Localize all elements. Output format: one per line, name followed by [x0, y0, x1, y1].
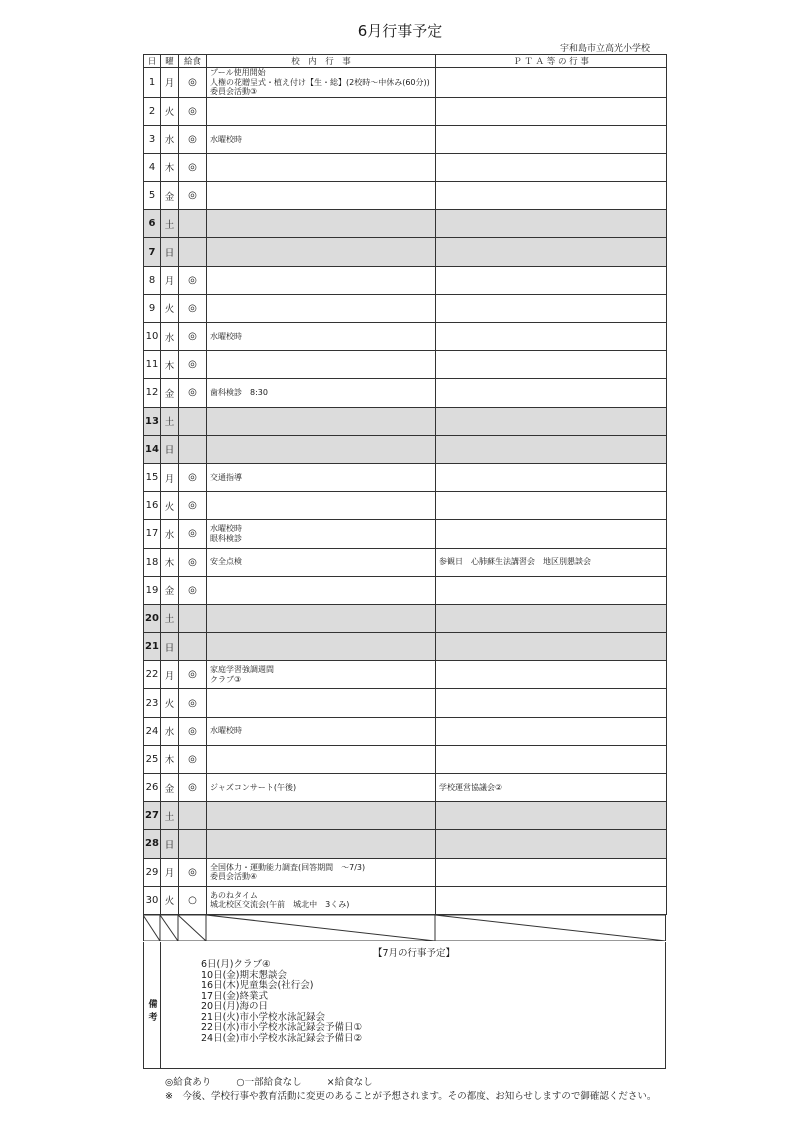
- header-pta-events: Ｐ Ｔ Ａ 等 の 行 事: [436, 55, 667, 68]
- table-row: [144, 717, 667, 745]
- lunch-legend: [165, 1074, 395, 1088]
- school-events-cell: [207, 266, 436, 294]
- school-event-line: 人権の花贈呈式・植え付け【生・総】(2校時～中休み(60分)): [210, 77, 430, 87]
- school-event-line: 眼科検診: [210, 533, 242, 543]
- school-events-cell: [207, 323, 436, 351]
- table-row: [144, 633, 667, 661]
- weekday-cell: 水: [161, 125, 179, 153]
- school-events-cell: [207, 379, 436, 407]
- school-events-cell: [207, 238, 436, 266]
- pta-events-cell: [436, 266, 667, 294]
- page-title: 6月行事予定: [357, 22, 443, 40]
- day-cell: 12: [144, 379, 161, 407]
- lunch-cell: ◎: [179, 266, 207, 294]
- school-events-cell: [207, 97, 436, 125]
- day-cell: 7: [144, 238, 161, 266]
- weekday-cell: 土: [161, 407, 179, 435]
- pta-events-cell: [436, 294, 667, 322]
- school-events-cell: [207, 604, 436, 632]
- table-row: [144, 463, 667, 491]
- day-cell: 29: [144, 858, 161, 886]
- lunch-cell: [179, 238, 207, 266]
- table-row: [144, 858, 667, 886]
- weekday-cell: 金: [161, 576, 179, 604]
- pta-events-cell: [436, 661, 667, 689]
- day-cell: 17: [144, 520, 161, 548]
- school-events-cell: [207, 210, 436, 238]
- school-events-cell: [207, 576, 436, 604]
- school-event-line: 城北校区交流会(午前 城北中 3くみ): [210, 900, 350, 910]
- table-row: [144, 266, 667, 294]
- school-events-cell: [207, 153, 436, 181]
- table-row: [144, 125, 667, 153]
- school-event-line: ジャズコンサート(午後): [210, 782, 297, 792]
- lunch-cell: ◎: [179, 463, 207, 491]
- table-row: [144, 576, 667, 604]
- lunch-cell: ◎: [179, 125, 207, 153]
- pta-events-cell: [436, 830, 667, 858]
- school-events-cell: [207, 435, 436, 463]
- day-cell: 5: [144, 182, 161, 210]
- lunch-cell: ○: [179, 886, 207, 914]
- table-row: [144, 774, 667, 802]
- table-row: [144, 830, 667, 858]
- day-cell: 14: [144, 435, 161, 463]
- weekday-cell: 火: [161, 492, 179, 520]
- lunch-cell: ◎: [179, 492, 207, 520]
- table-row: [144, 153, 667, 181]
- pta-events-cell: [436, 802, 667, 830]
- table-row: [144, 435, 667, 463]
- july-schedule-item: 21日(火)市小学校水泳記録会: [201, 1011, 326, 1023]
- day-cell: 10: [144, 323, 161, 351]
- weekday-cell: 火: [161, 689, 179, 717]
- header-dow: 曜: [161, 55, 179, 68]
- july-schedule-item: 17日(金)終業式: [201, 990, 269, 1002]
- pta-events-cell: [436, 717, 667, 745]
- school-event-line: 家庭学習強調週間: [210, 665, 274, 675]
- school-events-cell: [207, 886, 436, 914]
- weekday-cell: 水: [161, 717, 179, 745]
- day-cell: 6: [144, 210, 161, 238]
- weekday-cell: 月: [161, 266, 179, 294]
- table-row: [144, 182, 667, 210]
- school-event-line: 水曜校時: [210, 726, 242, 736]
- pta-events-cell: [436, 886, 667, 914]
- day-cell: 20: [144, 604, 161, 632]
- july-schedule-list: [201, 960, 362, 1044]
- table-row: [144, 802, 667, 830]
- school-events-cell: [207, 68, 436, 98]
- school-event-line: プール使用開始: [210, 68, 266, 77]
- school-event-line: 水曜校時: [210, 134, 242, 144]
- table-row: [144, 351, 667, 379]
- weekday-cell: 木: [161, 548, 179, 576]
- school-events-cell: [207, 520, 436, 548]
- table-row: [144, 210, 667, 238]
- weekday-cell: 火: [161, 886, 179, 914]
- table-row: [144, 323, 667, 351]
- school-events-cell: [207, 689, 436, 717]
- table-row: [144, 492, 667, 520]
- lunch-cell: ◎: [179, 717, 207, 745]
- day-cell: 26: [144, 774, 161, 802]
- july-schedule-item: 24日(金)市小学校水泳記録会予備日②: [201, 1032, 363, 1044]
- pta-events-cell: [436, 153, 667, 181]
- weekday-cell: 火: [161, 97, 179, 125]
- day-cell: 16: [144, 492, 161, 520]
- pta-events-cell: [436, 97, 667, 125]
- pta-events-cell: [436, 68, 667, 98]
- schedule-body: [144, 68, 667, 915]
- remarks-section: [143, 942, 666, 1069]
- lunch-cell: ◎: [179, 689, 207, 717]
- school-events-cell: [207, 125, 436, 153]
- school-events-cell: [207, 407, 436, 435]
- table-row: [144, 407, 667, 435]
- weekday-cell: 水: [161, 520, 179, 548]
- pta-events-cell: [436, 492, 667, 520]
- school-name: 宇和島市立高光小学校: [560, 44, 651, 54]
- school-events-cell: [207, 717, 436, 745]
- weekday-cell: 火: [161, 294, 179, 322]
- change-notice: ※ 今後、学校行事や教育活動に変更のあることが予想されます。その都度、お知らせしますので御確認ください。: [165, 1091, 657, 1102]
- day-cell: 18: [144, 548, 161, 576]
- table-row: [144, 97, 667, 125]
- pta-events-cell: [436, 858, 667, 886]
- pta-events-cell: [436, 351, 667, 379]
- empty-row-diagonals: [143, 915, 666, 941]
- day-cell: 22: [144, 661, 161, 689]
- school-event-line: 安全点検: [210, 557, 242, 567]
- pta-events-cell: [436, 125, 667, 153]
- school-event-line: 水曜校時: [210, 331, 242, 341]
- pta-events-cell: [436, 210, 667, 238]
- school-event-line: あのねタイム: [210, 890, 258, 900]
- school-event-line: 歯科検診 8:30: [210, 388, 268, 398]
- pta-events-cell: [436, 604, 667, 632]
- school-events-cell: [207, 182, 436, 210]
- lunch-cell: ◎: [179, 97, 207, 125]
- school-event-line: 委員会活動④: [210, 872, 258, 882]
- july-schedule-title: 【7月の行事予定】: [372, 948, 456, 959]
- school-events-cell: [207, 661, 436, 689]
- day-cell: 13: [144, 407, 161, 435]
- table-row: [144, 689, 667, 717]
- pta-events-cell: [436, 379, 667, 407]
- weekday-cell: 月: [161, 68, 179, 98]
- school-event-line: クラブ③: [210, 674, 242, 684]
- weekday-cell: 金: [161, 774, 179, 802]
- lunch-cell: [179, 435, 207, 463]
- lunch-cell: [179, 210, 207, 238]
- weekday-cell: 金: [161, 182, 179, 210]
- day-cell: 21: [144, 633, 161, 661]
- july-schedule-item: 10日(金)期末懇談会: [201, 969, 288, 981]
- school-events-cell: [207, 548, 436, 576]
- day-cell: 4: [144, 153, 161, 181]
- day-cell: 1: [144, 68, 161, 98]
- weekday-cell: 土: [161, 210, 179, 238]
- table-row: [144, 294, 667, 322]
- weekday-cell: 月: [161, 858, 179, 886]
- school-event-line: 全国体力・運動能力調査(回答期間 ～7/3): [210, 862, 366, 872]
- header-day: 日: [144, 55, 161, 68]
- pta-events-cell: [436, 182, 667, 210]
- lunch-cell: ◎: [179, 68, 207, 98]
- weekday-cell: 日: [161, 238, 179, 266]
- lunch-cell: ◎: [179, 379, 207, 407]
- pta-events-cell: [436, 463, 667, 491]
- header-school-events: 校 内 行 事: [207, 55, 436, 68]
- day-cell: 25: [144, 745, 161, 773]
- day-cell: 27: [144, 802, 161, 830]
- school-events-cell: [207, 351, 436, 379]
- school-events-cell: [207, 745, 436, 773]
- schedule-table: [143, 54, 667, 915]
- day-cell: 23: [144, 689, 161, 717]
- day-cell: 28: [144, 830, 161, 858]
- school-events-cell: [207, 633, 436, 661]
- weekday-cell: 木: [161, 745, 179, 773]
- school-events-cell: [207, 492, 436, 520]
- weekday-cell: 日: [161, 830, 179, 858]
- weekday-cell: 日: [161, 435, 179, 463]
- school-events-cell: [207, 858, 436, 886]
- school-event-line: 水曜校時: [210, 524, 242, 534]
- table-row: [144, 548, 667, 576]
- lunch-cell: ◎: [179, 294, 207, 322]
- remarks-label: 備考: [148, 1000, 158, 1023]
- lunch-cell: [179, 407, 207, 435]
- legend-partial-lunch: ○一部給食なし: [236, 1077, 302, 1088]
- day-cell: 19: [144, 576, 161, 604]
- pta-events-cell: [436, 520, 667, 548]
- pta-event-line: 学校運営協議会②: [439, 782, 503, 792]
- lunch-cell: ◎: [179, 576, 207, 604]
- table-row: [144, 745, 667, 773]
- school-events-cell: [207, 830, 436, 858]
- lunch-cell: [179, 604, 207, 632]
- pta-event-line: 参観日 心肺蘇生法講習会 地区別懇談会: [439, 557, 591, 567]
- weekday-cell: 月: [161, 661, 179, 689]
- pta-events-cell: [436, 238, 667, 266]
- school-events-cell: [207, 294, 436, 322]
- school-events-cell: [207, 463, 436, 491]
- lunch-cell: [179, 830, 207, 858]
- lunch-cell: ◎: [179, 520, 207, 548]
- legend-no-lunch: ×給食なし: [326, 1077, 373, 1088]
- pta-events-cell: [436, 745, 667, 773]
- day-cell: 15: [144, 463, 161, 491]
- lunch-cell: [179, 633, 207, 661]
- july-schedule-item: 20日(月)海の日: [201, 1001, 269, 1012]
- pta-events-cell: [436, 548, 667, 576]
- pta-events-cell: [436, 633, 667, 661]
- table-row: [144, 379, 667, 407]
- lunch-cell: ◎: [179, 745, 207, 773]
- lunch-cell: ◎: [179, 182, 207, 210]
- legend-full-lunch: ◎給食あり: [165, 1077, 212, 1088]
- table-header-row: [144, 55, 667, 68]
- day-cell: 30: [144, 886, 161, 914]
- day-cell: 3: [144, 125, 161, 153]
- pta-events-cell: [436, 689, 667, 717]
- school-event-line: 委員会活動③: [210, 87, 258, 96]
- lunch-cell: ◎: [179, 351, 207, 379]
- july-schedule-item: 22日(水)市小学校水泳記録会予備日①: [201, 1022, 363, 1033]
- july-schedule-item: 16日(木)児童集会(社行会): [201, 980, 314, 991]
- lunch-cell: ◎: [179, 774, 207, 802]
- lunch-cell: ◎: [179, 323, 207, 351]
- table-row: [144, 661, 667, 689]
- school-events-cell: [207, 774, 436, 802]
- day-cell: 8: [144, 266, 161, 294]
- pta-events-cell: [436, 576, 667, 604]
- day-cell: 11: [144, 351, 161, 379]
- school-events-cell: [207, 802, 436, 830]
- table-row: [144, 886, 667, 914]
- weekday-cell: 木: [161, 351, 179, 379]
- school-event-line: 交通指導: [210, 472, 242, 482]
- lunch-cell: ◎: [179, 858, 207, 886]
- table-row: [144, 68, 667, 98]
- table-row: [144, 604, 667, 632]
- pta-events-cell: [436, 323, 667, 351]
- weekday-cell: 木: [161, 153, 179, 181]
- lunch-cell: [179, 802, 207, 830]
- weekday-cell: 月: [161, 463, 179, 491]
- lunch-cell: ◎: [179, 153, 207, 181]
- lunch-cell: ◎: [179, 548, 207, 576]
- pta-events-cell: [436, 435, 667, 463]
- weekday-cell: 土: [161, 802, 179, 830]
- remarks-label-column: [144, 942, 161, 1068]
- weekday-cell: 金: [161, 379, 179, 407]
- weekday-cell: 水: [161, 323, 179, 351]
- table-row: [144, 520, 667, 548]
- day-cell: 2: [144, 97, 161, 125]
- lunch-cell: ◎: [179, 661, 207, 689]
- july-schedule-item: 6日(月)クラブ④: [201, 959, 271, 970]
- weekday-cell: 日: [161, 633, 179, 661]
- table-row: [144, 238, 667, 266]
- day-cell: 24: [144, 717, 161, 745]
- weekday-cell: 土: [161, 604, 179, 632]
- pta-events-cell: [436, 774, 667, 802]
- day-cell: 9: [144, 294, 161, 322]
- header-lunch: 給食: [179, 55, 207, 68]
- pta-events-cell: [436, 407, 667, 435]
